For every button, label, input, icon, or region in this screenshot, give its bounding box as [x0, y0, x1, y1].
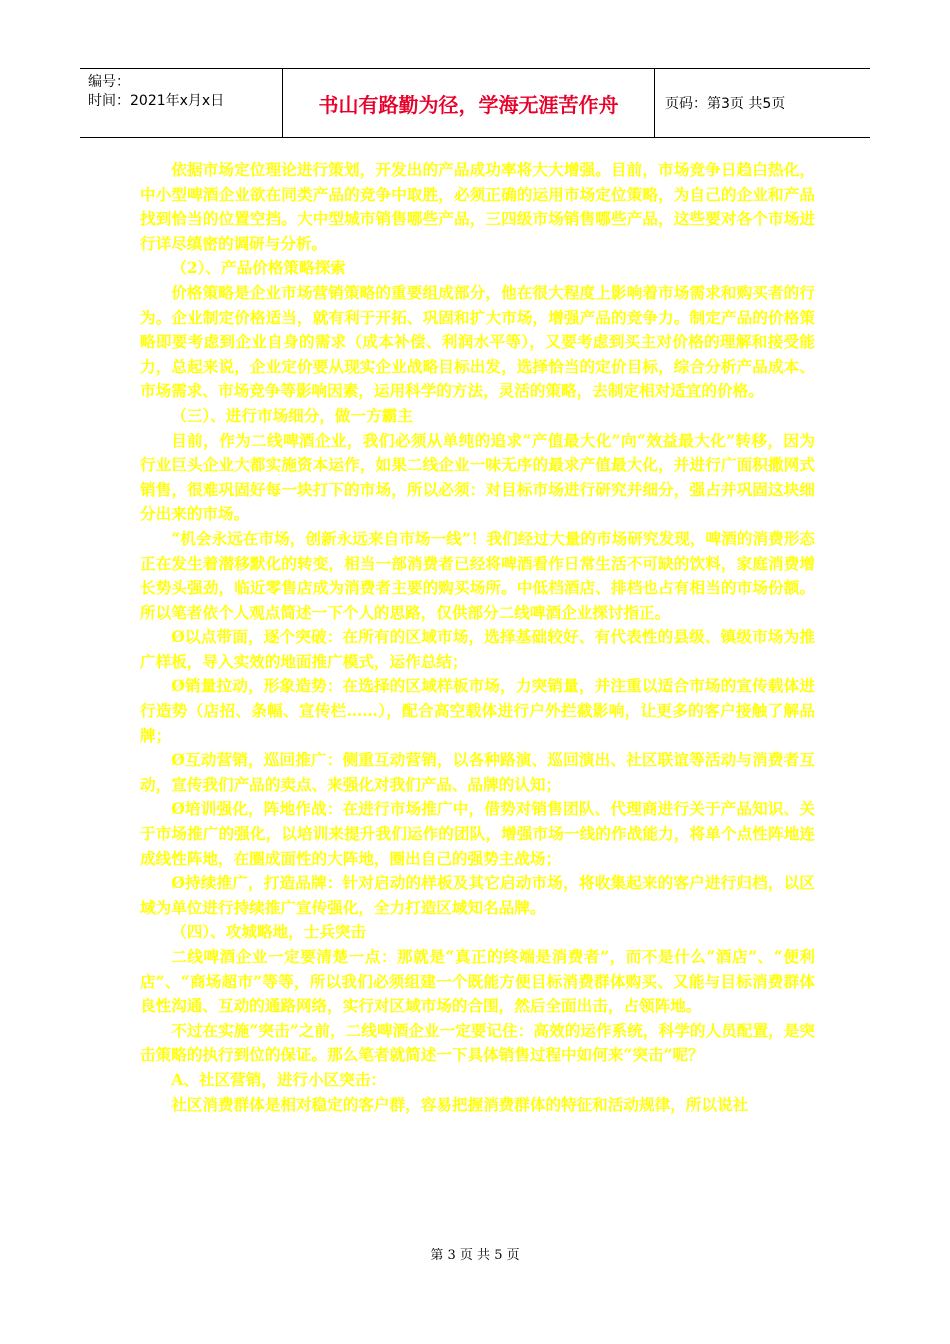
number-label: 编号： [88, 74, 130, 90]
paragraph: 依据市场定位理论进行策划，开发出的产品成功率将大大增强。目前，市场竞争日趋白热化，中小型啤酒企业欲在同类产品的竞争中取胜，必须正确的运用市场定位策略，为自己的企业和产品找到恰当的位置空挡。大中型城市销售哪些产品，三四级市场销售哪些产品，这些要对各个市场进行详尽缜密的调研与分析。 [140, 160, 815, 253]
paragraph: 价格策略是企业市场营销策略的重要组成部分，他在很大程度上影响着市场需求和购买者的行为。企业制定价格适当，就有利于开拓、巩固和扩大市场，增强产品的竞争力。制定产品的价格策略即要考虑到企业自身的需求（成本补偿、利润水平等），又要考虑到买主对价格的理解和接受能力，总起来说，企业定价要从现实企业战略目标出发，选择恰当的定价目标，综合分析产品成本、市场需求、市场竞争等影响因素，运用科学的方法，灵活的策略，去制定相对适宜的价格。 [140, 282, 815, 401]
paragraph: 目前，作为二线啤酒企业，我们必须从单纯的追求“产值最大化”向“效益最大化”转移，因为行业巨头企业大都实施资本运作，如果二线企业一味无序的最求产值最大化，并进行广面积撒网式销售，很难巩固好每一块打下的市场，所以必须：对目标市场进行研究并细分，强占并巩固这块细分出来的市场。 [140, 430, 815, 524]
paragraph: “机会永远在市场，创新永远来自市场一线”！我们经过大量的市场研究发现，啤酒的消费形态正在发生着潜移默化的转变，相当一部消费者已经将啤酒看作日常生活不可缺的饮料，家庭消费增长势头强劲，临近零售店成为消费者主要的购买场所。中低档酒店、排档也占有相当的市场份额。所以笔者依个人观点简述一下个人的思路，仅供部分二线啤酒企业探讨指正。 [140, 528, 815, 622]
page-header [80, 68, 870, 138]
bullet-item: Ø培训强化，阵地作战：在进行市场推广中，借势对销售团队、代理商进行关于产品知识、关于市场推广的强化，以培训来提升我们运作的团队，增强市场一线的作战能力，将单个点性阵地连成线性阵地，在圈成面性的大阵地，圈出自己的强势主战场； [140, 799, 815, 868]
header-page-info: 页码：第3页 共5页 [665, 96, 786, 112]
section-heading: （四）、攻城略地，士兵突击 [171, 922, 367, 942]
bullet-item: Ø以点带面，逐个突破：在所有的区域市场，选择基础较好、有代表性的县级、镇级市场为推广样板，导入实效的地面推广模式，运作总结； [140, 627, 815, 671]
header-meta [80, 69, 282, 137]
paragraph: 不过在实施“突击”之前，二线啤酒企业一定要记住：高效的运作系统，科学的人员配置，是突击策略的执行到位的保证。那么笔者就简述一下具体销售过程中如何来“突击”呢？ [140, 1020, 815, 1065]
paragraph: 二线啤酒企业一定要清楚一点：那就是“真正的终端是消费者”，而不是什么“酒店”、“便利店”、“商场超市”等等，所以我们必须组建一个既能方便目标消费群体购买、又能与目标消费群体良性沟通、互动的通路网络，实行对区域市场的合围，然后全面出击，占领阵地。 [140, 947, 815, 1016]
page-footer: 第 3 页 共 5 页 [430, 1248, 520, 1263]
section-heading: （2）、产品价格策略探索 [171, 258, 346, 278]
section-heading: （三）、进行市场细分，做一方霸主 [171, 405, 413, 425]
section-heading: A、社区营销，进行小区突击： [171, 1069, 387, 1089]
bullet-item: Ø销量拉动，形象造势：在选择的区域样板市场，力突销量，并注重以适合市场的宣传载体进行造势（店招、条幅、宣传栏……），配合高空载体进行户外拦截影响，让更多的客户接触了解品牌； [140, 676, 815, 745]
document-body [140, 158, 815, 1117]
time-label: 时间：2021年x月x日 [88, 93, 225, 109]
motto-text: 书山有路勤为径，学海无涯苦作舟 [318, 92, 619, 117]
bullet-item: Ø持续推广，打造品牌：针对启动的样板及其它启动市场，将收集起来的客户进行归档，以区域为单位进行持续推广宣传强化，全力打造区域知名品牌。 [140, 873, 815, 917]
header-motto-cell [282, 69, 655, 137]
paragraph: 社区消费群体是相对稳定的客户群，容易把握消费群体的特征和活动规律，所以说社 [171, 1094, 749, 1114]
bullet-item: Ø互动营销，巡回推广：侧重互动营销，以各种路演、巡回演出、社区联谊等活动与消费者互动，宣传我们产品的卖点、来强化对我们产品、品牌的认知； [140, 750, 815, 794]
